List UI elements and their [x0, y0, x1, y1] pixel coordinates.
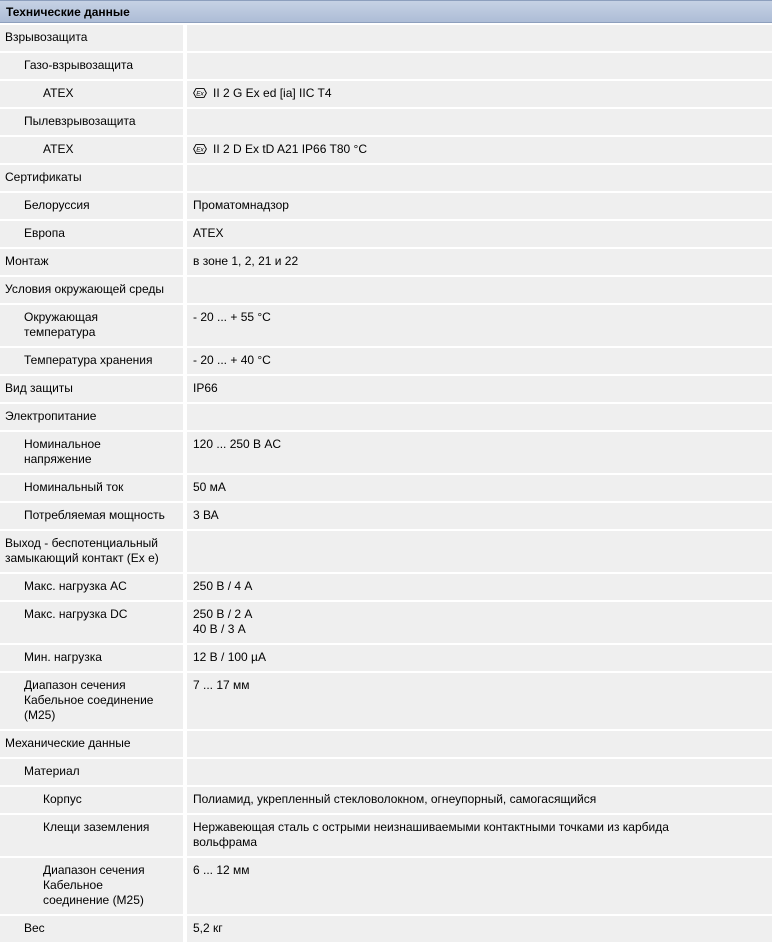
spec-label-line: (M25) — [24, 708, 56, 722]
spec-value — [187, 137, 772, 163]
spec-label-line: напряжение — [24, 452, 92, 466]
spec-label-text: Взрывозащита — [5, 30, 88, 44]
spec-label — [0, 137, 183, 163]
spec-value-text: II 2 D Ex tD A21 IP66 T80 °C — [213, 142, 367, 156]
spec-row — [0, 574, 772, 602]
spec-row — [0, 815, 772, 858]
spec-label — [0, 531, 183, 572]
spec-value-text: - 20 ... + 40 °C — [193, 353, 271, 367]
spec-label-text: Электропитание — [5, 409, 97, 423]
spec-value — [187, 531, 772, 572]
section-header — [0, 0, 772, 23]
spec-label — [0, 475, 183, 501]
spec-label — [0, 731, 183, 757]
spec-value-text: - 20 ... + 55 °C — [193, 310, 271, 324]
spec-row — [0, 858, 772, 916]
spec-row — [0, 221, 772, 249]
spec-label — [0, 221, 183, 247]
spec-label-text: Вес — [24, 921, 45, 935]
spec-value — [187, 305, 772, 346]
spec-label-text: Механические данные — [5, 736, 131, 750]
spec-label-text: Белоруссия — [24, 198, 90, 212]
spec-value — [187, 25, 772, 51]
spec-value-text: ATEX — [193, 226, 224, 240]
spec-value-line: 40 В / 3 А — [193, 622, 246, 636]
spec-label-text: Пылевзрывозащита — [24, 114, 136, 128]
spec-label — [0, 916, 183, 942]
spec-row — [0, 305, 772, 348]
spec-label-line: температура — [24, 325, 96, 339]
spec-label — [0, 376, 183, 402]
spec-value — [187, 602, 772, 643]
spec-label-line: Номинальное — [24, 437, 101, 451]
spec-row — [0, 731, 772, 759]
spec-label-text: ATEX — [43, 86, 74, 100]
spec-row — [0, 602, 772, 645]
spec-value — [187, 221, 772, 247]
spec-row — [0, 53, 772, 81]
spec-label-text: Европа — [24, 226, 65, 240]
spec-label-line: Диапазон сечения — [43, 863, 145, 877]
spec-label — [0, 53, 183, 79]
spec-label — [0, 432, 183, 473]
spec-row — [0, 193, 772, 221]
spec-label — [0, 193, 183, 219]
spec-label-text: Монтаж — [5, 254, 49, 268]
spec-value — [187, 348, 772, 374]
spec-value — [187, 376, 772, 402]
spec-row — [0, 81, 772, 109]
spec-label-text: Температура хранения — [24, 353, 153, 367]
spec-label — [0, 645, 183, 671]
spec-label — [0, 602, 183, 643]
spec-value — [187, 673, 772, 729]
spec-row — [0, 137, 772, 165]
spec-label — [0, 249, 183, 275]
spec-label-text: Материал — [24, 764, 80, 778]
spec-value-text: в зоне 1, 2, 21 и 22 — [193, 254, 299, 268]
spec-row — [0, 348, 772, 376]
spec-value-line: вольфрама — [193, 835, 258, 849]
ex-symbol-text: Ex — [196, 146, 204, 154]
spec-label — [0, 81, 183, 107]
spec-table — [0, 25, 772, 944]
spec-label-line: Выход - беспотенциальный — [5, 536, 159, 550]
spec-label-line: Кабельное — [43, 878, 103, 892]
spec-label — [0, 759, 183, 785]
spec-value — [187, 858, 772, 914]
ex-hexagon-icon — [193, 144, 207, 154]
ex-hexagon-icon — [193, 88, 207, 98]
spec-label-text: Номинальный ток — [24, 480, 124, 494]
spec-label-text: Потребляемая мощность — [24, 508, 165, 522]
spec-row — [0, 277, 772, 305]
spec-label-text: Газо-взрывозащита — [24, 58, 134, 72]
spec-row — [0, 787, 772, 815]
spec-value-line: 250 В / 2 А — [193, 607, 253, 621]
spec-value — [187, 574, 772, 600]
spec-label — [0, 348, 183, 374]
spec-value — [187, 53, 772, 79]
spec-row — [0, 109, 772, 137]
spec-row — [0, 759, 772, 787]
spec-value — [187, 503, 772, 529]
spec-label — [0, 277, 183, 303]
spec-label — [0, 574, 183, 600]
spec-label-text: Мин. нагрузка — [24, 650, 102, 664]
spec-value — [187, 475, 772, 501]
spec-label-line: соединение (M25) — [43, 893, 144, 907]
spec-row — [0, 673, 772, 731]
spec-row — [0, 503, 772, 531]
spec-label-text: Сертификаты — [5, 170, 82, 184]
spec-label-text: Вид защиты — [5, 381, 73, 395]
spec-label — [0, 25, 183, 51]
spec-value-line: Нержавеющая сталь с острыми неизнашиваемыми контактными точками из карбида — [193, 820, 669, 834]
spec-value — [187, 165, 772, 191]
spec-label — [0, 815, 183, 856]
spec-row — [0, 404, 772, 432]
spec-label — [0, 503, 183, 529]
spec-label-text: Макс. нагрузка AC — [24, 579, 127, 593]
spec-value — [187, 787, 772, 813]
spec-value — [187, 277, 772, 303]
spec-row — [0, 475, 772, 503]
spec-label — [0, 165, 183, 191]
spec-label-text: Клещи заземления — [43, 820, 150, 834]
spec-row — [0, 165, 772, 193]
spec-value — [187, 193, 772, 219]
spec-value-text: 12 В / 100 µА — [193, 650, 266, 664]
spec-value — [187, 249, 772, 275]
spec-value — [187, 815, 772, 856]
spec-row — [0, 645, 772, 673]
spec-value — [187, 645, 772, 671]
ex-symbol-text: Ex — [196, 90, 204, 98]
spec-row — [0, 376, 772, 404]
spec-label-line: Окружающая — [24, 310, 99, 324]
spec-value — [187, 432, 772, 473]
spec-value-text: 7 ... 17 мм — [193, 678, 250, 692]
spec-row — [0, 249, 772, 277]
spec-row — [0, 531, 772, 574]
spec-label-text: ATEX — [43, 142, 74, 156]
spec-label — [0, 109, 183, 135]
spec-value-text: Проматомнадзор — [193, 198, 289, 212]
spec-label — [0, 404, 183, 430]
spec-value-text: IP66 — [193, 381, 218, 395]
spec-label-line: Кабельное соединение — [24, 693, 154, 707]
section-title: Технические данные — [6, 5, 130, 19]
spec-label-text: Условия окружающей среды — [5, 282, 164, 296]
spec-value — [187, 731, 772, 757]
spec-row — [0, 25, 772, 53]
spec-value — [187, 109, 772, 135]
spec-label — [0, 787, 183, 813]
spec-value — [187, 81, 772, 107]
spec-value-text: 3 ВА — [193, 508, 219, 522]
spec-value-text: 5,2 кг — [193, 921, 223, 935]
spec-label — [0, 305, 183, 346]
spec-label-line: Диапазон сечения — [24, 678, 126, 692]
spec-label-text: Корпус — [43, 792, 82, 806]
spec-value-text: 50 мА — [193, 480, 226, 494]
spec-label — [0, 673, 183, 729]
spec-value — [187, 759, 772, 785]
spec-value — [187, 916, 772, 942]
spec-value-text: 250 В / 4 А — [193, 579, 253, 593]
spec-value-text: Полиамид, укрепленный стекловолокном, огнеупорный, самогасящийся — [193, 792, 597, 806]
spec-value — [187, 404, 772, 430]
spec-row — [0, 432, 772, 475]
spec-value-text: 6 ... 12 мм — [193, 863, 250, 877]
spec-value-text: 120 ... 250 В AC — [193, 437, 282, 451]
spec-row — [0, 916, 772, 944]
spec-label-line: замыкающий контакт (Ex e) — [5, 551, 159, 565]
spec-label-text: Макс. нагрузка DC — [24, 607, 128, 621]
spec-value-text: II 2 G Ex ed [ia] IIC T4 — [213, 86, 332, 100]
spec-label — [0, 858, 183, 914]
